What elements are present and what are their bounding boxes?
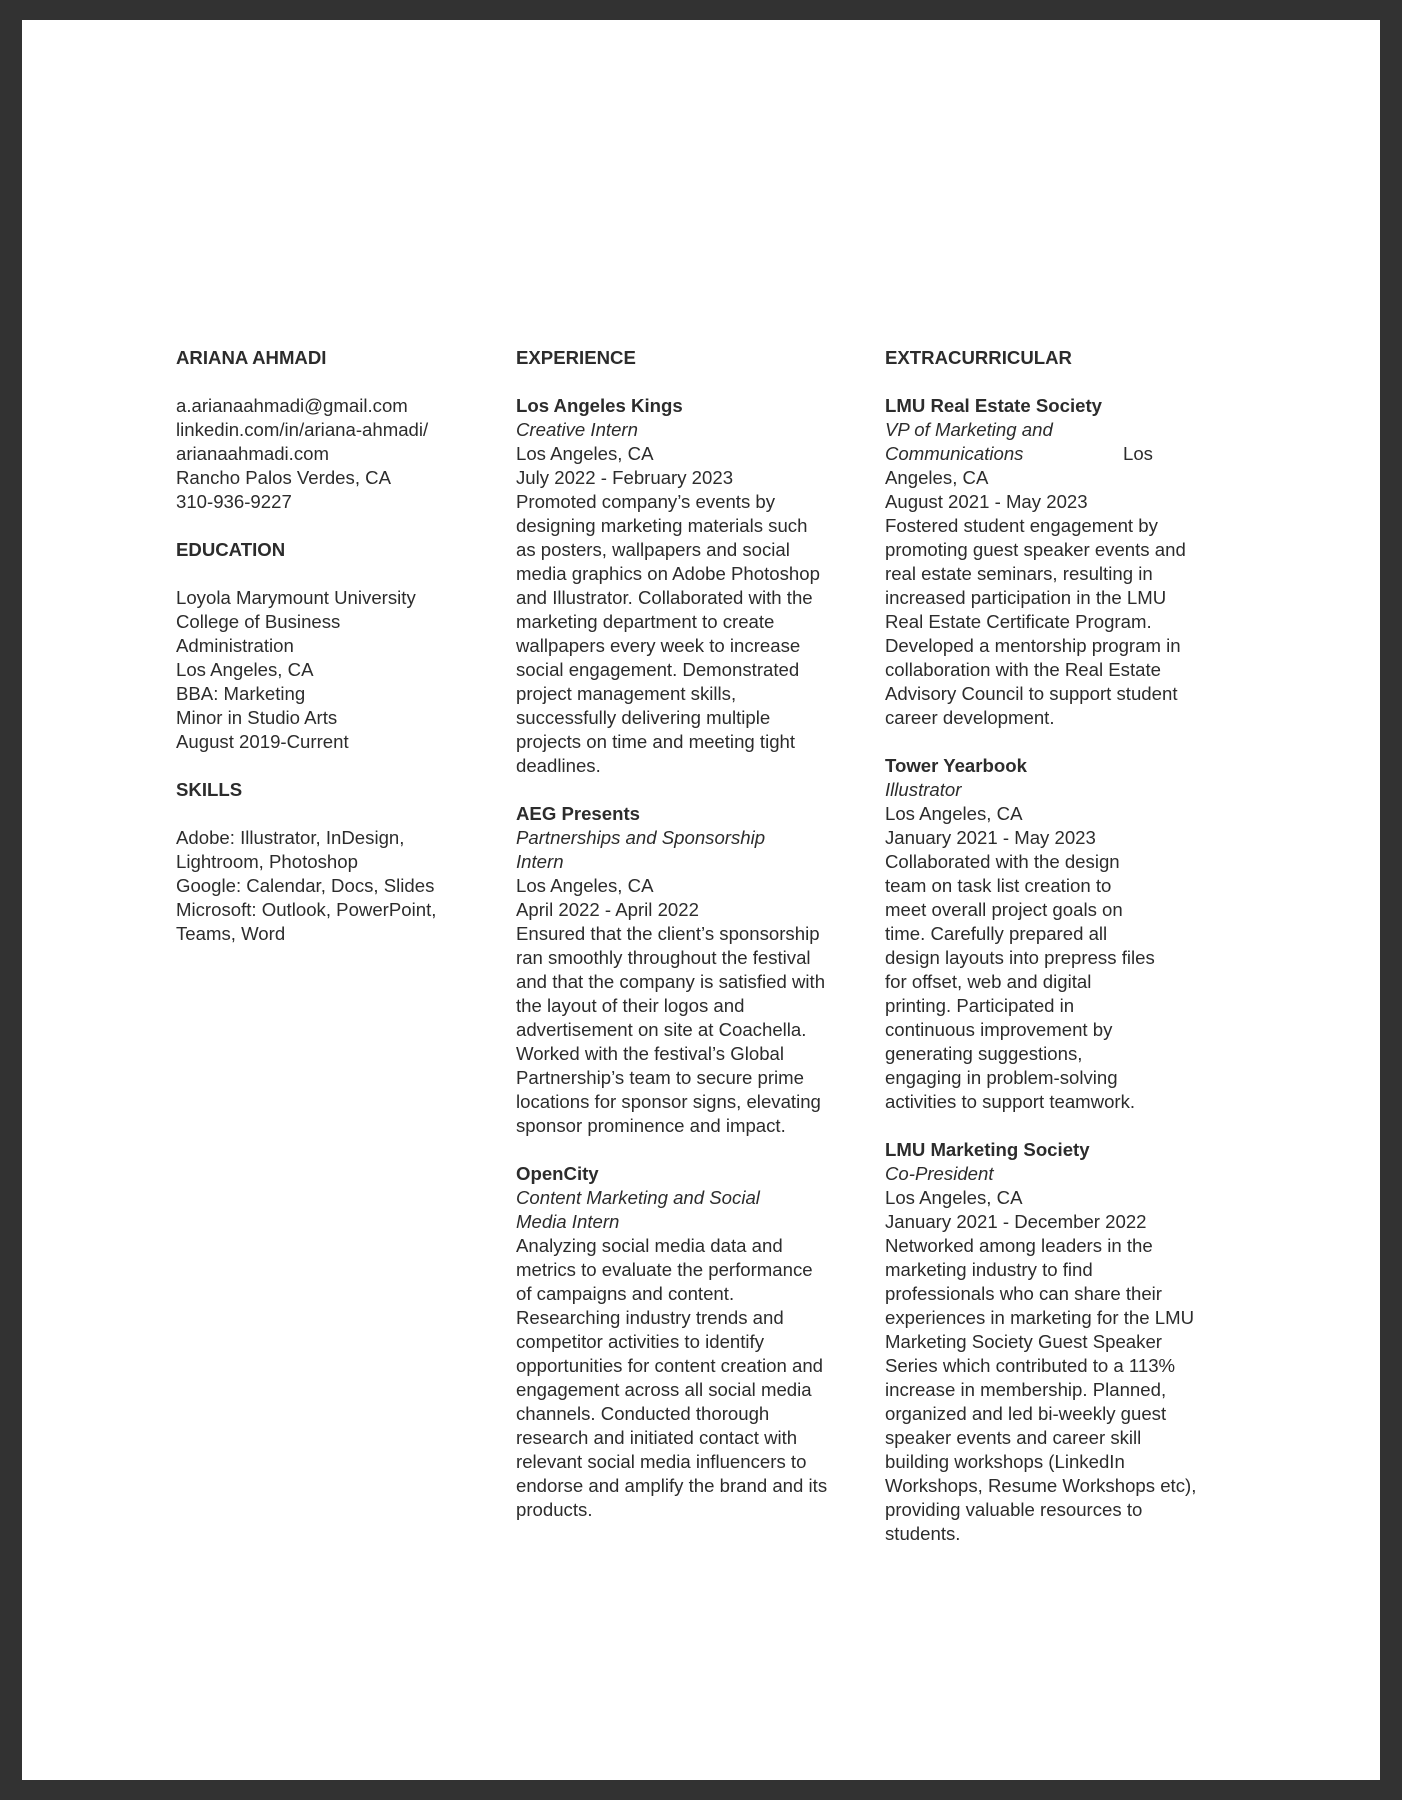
experience-desc-line: relevant social media influencers to — [516, 1451, 807, 1472]
extracurricular-desc-line: printing. Participated in — [885, 995, 1075, 1016]
extracurricular-column — [885, 346, 1230, 1570]
experience-desc-line: Worked with the festival’s Global — [516, 1043, 785, 1064]
linkedin-url: linkedin.com/in/ariana-ahmadi/ — [176, 419, 429, 440]
extracurricular-desc-line: providing valuable resources to — [885, 1499, 1143, 1520]
experience-desc-line: Analyzing social media data and — [516, 1235, 783, 1256]
extracurricular-role: Co-President — [885, 1163, 994, 1184]
extracurricular-desc-line: activities to support teamwork. — [885, 1091, 1136, 1112]
extracurricular-org: LMU Real Estate Society — [885, 395, 1102, 416]
experience-desc-line: locations for sponsor signs, elevating — [516, 1091, 821, 1112]
extracurricular-heading: EXTRACURRICULAR — [885, 347, 1072, 368]
experience-role: Partnerships and Sponsorship — [516, 827, 766, 848]
phone: 310-936-9227 — [176, 491, 292, 512]
experience-org: Los Angeles Kings — [516, 395, 683, 416]
experience-desc-line: wallpapers every week to increase — [516, 635, 801, 656]
experience-desc-line: sponsor prominence and impact. — [516, 1115, 786, 1136]
experience-desc-line: the layout of their logos and — [516, 995, 745, 1016]
home-location: Rancho Palos Verdes, CA — [176, 467, 391, 488]
extracurricular-role-location-line — [885, 442, 1230, 466]
experience-location: Los Angeles, CA — [516, 875, 654, 896]
extracurricular-dates: January 2021 - May 2023 — [885, 827, 1096, 848]
extracurricular-desc-line: generating suggestions, — [885, 1043, 1083, 1064]
extracurricular-desc-line: continuous improvement by — [885, 1019, 1113, 1040]
extracurricular-desc-line: meet overall project goals on — [885, 899, 1123, 920]
extracurricular-desc-line: Developed a mentorship program in — [885, 635, 1181, 656]
extracurricular-desc-line: Networked among leaders in the — [885, 1235, 1153, 1256]
extracurricular-desc-line: Series which contributed to a 113% — [885, 1355, 1176, 1376]
experience-desc-line: products. — [516, 1499, 593, 1520]
skills-line: Teams, Word — [176, 923, 286, 944]
experience-heading: EXPERIENCE — [516, 347, 636, 368]
experience-desc-line: Partnership’s team to secure prime — [516, 1067, 804, 1088]
extracurricular-location: Angeles, CA — [885, 467, 989, 488]
extracurricular-desc-line: marketing industry to find — [885, 1259, 1093, 1280]
experience-column — [516, 346, 856, 1546]
skills-heading: SKILLS — [176, 779, 243, 800]
experience-desc-line: research and initiated contact with — [516, 1427, 798, 1448]
website: arianaahmadi.com — [176, 443, 329, 464]
experience-entry — [516, 1162, 856, 1522]
education-line: BBA: Marketing — [176, 683, 306, 704]
experience-org: AEG Presents — [516, 803, 641, 824]
extracurricular-desc-line: students. — [885, 1523, 961, 1544]
education-block — [176, 586, 476, 754]
experience-desc-line: media graphics on Adobe Photoshop — [516, 563, 820, 584]
experience-desc-line: successfully delivering multiple — [516, 707, 771, 728]
extracurricular-entry — [885, 394, 1230, 730]
extracurricular-desc-line: for offset, web and digital — [885, 971, 1092, 992]
extracurricular-org: Tower Yearbook — [885, 755, 1027, 776]
experience-desc-line: Researching industry trends and — [516, 1307, 784, 1328]
extracurricular-desc-line: building workshops (LinkedIn — [885, 1451, 1125, 1472]
experience-desc-line: advertisement on site at Coachella. — [516, 1019, 807, 1040]
contact-block — [176, 394, 476, 514]
extracurricular-desc-line: real estate seminars, resulting in — [885, 563, 1153, 584]
experience-desc-line: deadlines. — [516, 755, 601, 776]
left-column — [176, 346, 476, 970]
experience-desc-line: opportunities for content creation and — [516, 1355, 823, 1376]
extracurricular-entry — [885, 754, 1230, 1114]
experience-entry — [516, 394, 856, 778]
experience-entry — [516, 802, 856, 1138]
experience-desc-line: project management skills, — [516, 683, 737, 704]
experience-dates: April 2022 - April 2022 — [516, 899, 699, 920]
extracurricular-org: LMU Marketing Society — [885, 1139, 1090, 1160]
extracurricular-desc-line: career development. — [885, 707, 1055, 728]
experience-desc-line: as posters, wallpapers and social — [516, 539, 790, 560]
experience-desc-line: Ensured that the client’s sponsorship — [516, 923, 820, 944]
experience-desc-line: marketing department to create — [516, 611, 775, 632]
experience-dates: July 2022 - February 2023 — [516, 467, 734, 488]
education-line: Minor in Studio Arts — [176, 707, 338, 728]
education-line: August 2019-Current — [176, 731, 349, 752]
extracurricular-desc-line: team on task list creation to — [885, 875, 1112, 896]
experience-org: OpenCity — [516, 1163, 599, 1184]
experience-desc-line: designing marketing materials such — [516, 515, 808, 536]
extracurricular-entry — [885, 1138, 1230, 1546]
extracurricular-desc-line: professionals who can share their — [885, 1283, 1162, 1304]
extracurricular-desc-line: Real Estate Certificate Program. — [885, 611, 1152, 632]
experience-location: Los Angeles, CA — [516, 443, 654, 464]
extracurricular-desc-line: organized and led bi-weekly guest — [885, 1403, 1167, 1424]
email: a.arianaahmadi@gmail.com — [176, 395, 408, 416]
experience-desc-line: projects on time and meeting tight — [516, 731, 796, 752]
extracurricular-role: Illustrator — [885, 779, 962, 800]
experience-role: Media Intern — [516, 1211, 620, 1232]
extracurricular-location: Los Angeles, CA — [885, 1187, 1023, 1208]
extracurricular-location: Los Angeles, CA — [885, 803, 1023, 824]
extracurricular-desc-line: promoting guest speaker events and — [885, 539, 1186, 560]
skills-block — [176, 826, 476, 946]
extracurricular-desc-line: Workshops, Resume Workshops etc), — [885, 1475, 1197, 1496]
experience-desc-line: competitor activities to identify — [516, 1331, 765, 1352]
education-line: College of Business — [176, 611, 341, 632]
extracurricular-dates: January 2021 - December 2022 — [885, 1211, 1147, 1232]
extracurricular-desc-line: increase in membership. Planned, — [885, 1379, 1167, 1400]
extracurricular-desc-line: increased participation in the LMU — [885, 587, 1167, 608]
experience-role: Content Marketing and Social — [516, 1187, 760, 1208]
experience-desc-line: Promoted company’s events by — [516, 491, 776, 512]
extracurricular-desc-line: speaker events and career skill — [885, 1427, 1142, 1448]
experience-desc-line: of campaigns and content. — [516, 1283, 735, 1304]
extracurricular-desc-line: collaboration with the Real Estate — [885, 659, 1161, 680]
extracurricular-role: VP of Marketing and — [885, 419, 1053, 440]
extracurricular-desc-line: experiences in marketing for the LMU — [885, 1307, 1195, 1328]
name-heading: ARIANA AHMADI — [176, 347, 327, 368]
education-line: Los Angeles, CA — [176, 659, 314, 680]
extracurricular-location: Los — [1123, 443, 1153, 464]
extracurricular-desc-line: design layouts into prepress files — [885, 947, 1155, 968]
extracurricular-desc-line: Advisory Council to support student — [885, 683, 1178, 704]
experience-desc-line: engagement across all social media — [516, 1379, 812, 1400]
experience-role: Creative Intern — [516, 419, 638, 440]
extracurricular-desc-line: time. Carefully prepared all — [885, 923, 1108, 944]
skills-line: Google: Calendar, Docs, Slides — [176, 875, 435, 896]
experience-desc-line: metrics to evaluate the performance — [516, 1259, 813, 1280]
extracurricular-desc-line: Collaborated with the design — [885, 851, 1120, 872]
experience-desc-line: social engagement. Demonstrated — [516, 659, 800, 680]
education-line: Administration — [176, 635, 294, 656]
skills-line: Lightroom, Photoshop — [176, 851, 358, 872]
skills-line: Microsoft: Outlook, PowerPoint, — [176, 899, 437, 920]
experience-desc-line: endorse and amplify the brand and its — [516, 1475, 828, 1496]
experience-desc-line: and that the company is satisfied with — [516, 971, 826, 992]
extracurricular-dates: August 2021 - May 2023 — [885, 491, 1088, 512]
education-line: Loyola Marymount University — [176, 587, 416, 608]
education-heading: EDUCATION — [176, 539, 286, 560]
experience-desc-line: ran smoothly throughout the festival — [516, 947, 811, 968]
extracurricular-desc-line: Marketing Society Guest Speaker — [885, 1331, 1162, 1352]
experience-desc-line: and Illustrator. Collaborated with the — [516, 587, 813, 608]
experience-desc-line: channels. Conducted thorough — [516, 1403, 770, 1424]
skills-line: Adobe: Illustrator, InDesign, — [176, 827, 405, 848]
resume-page — [22, 20, 1380, 1780]
extracurricular-desc-line: Fostered student engagement by — [885, 515, 1158, 536]
extracurricular-desc-line: engaging in problem-solving — [885, 1067, 1118, 1088]
extracurricular-role: Communications — [885, 443, 1024, 464]
experience-role: Intern — [516, 851, 564, 872]
